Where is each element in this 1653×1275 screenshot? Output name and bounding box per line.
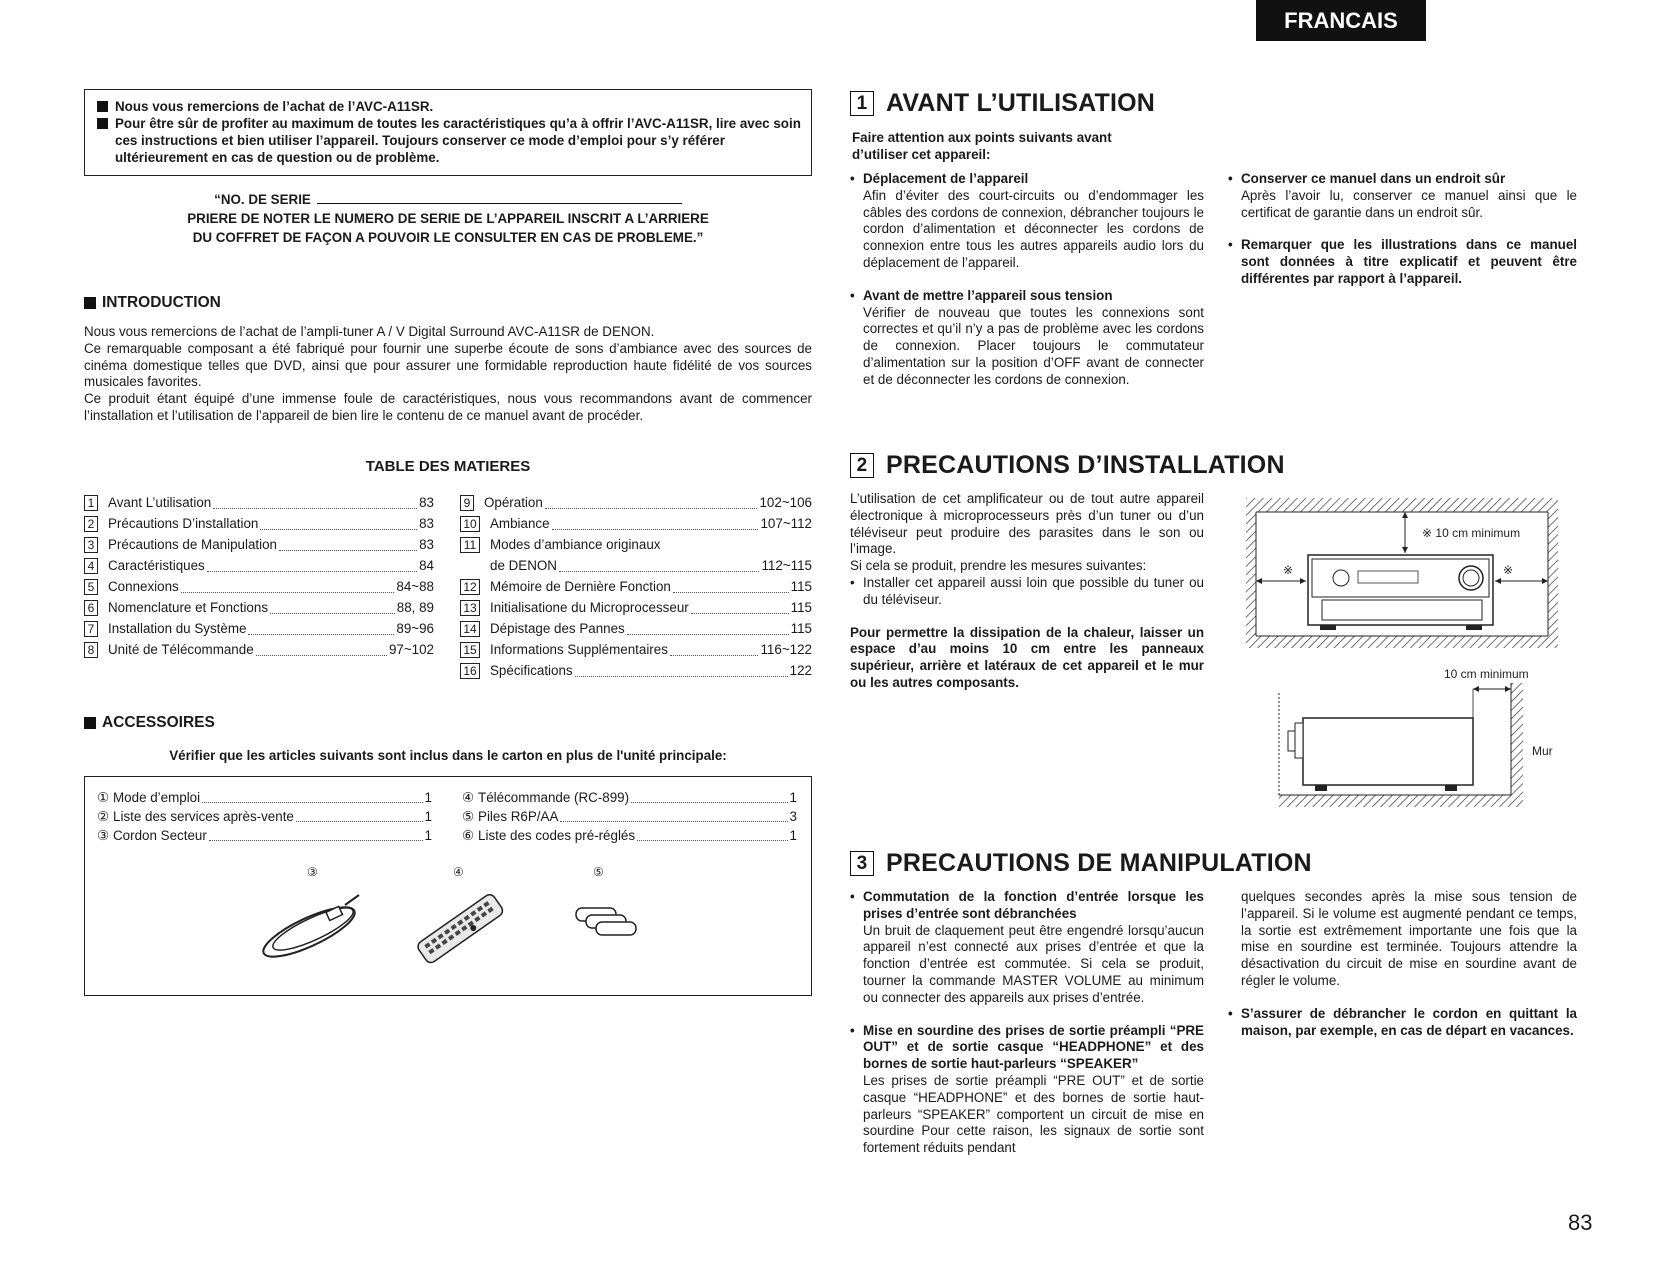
accessory-quantity: 1	[789, 828, 797, 843]
toc-entry-page: 122	[789, 663, 812, 678]
bullet-input-switch: • Commutation de la fonction d’entrée lorsque les prises d’entrée sont débranchées	[850, 889, 1204, 921]
serial-label: “NO. DE SERIE	[214, 192, 311, 207]
toc-entry-number: 14	[460, 621, 480, 637]
section-2-title: PRECAUTIONS D’INSTALLATION	[886, 451, 1285, 479]
section-2-text	[850, 491, 1204, 692]
accessory-entry	[462, 826, 797, 845]
serial-write-line	[317, 190, 682, 204]
toc-entry-page: 112~115	[761, 558, 812, 573]
dot-leader	[673, 591, 789, 593]
bullet-text-continued: quelques secondes après la mise sous tension de l’appareil. Si le volume est augmenté pendant ce temps, la sortie est extrêmement importante une fois que la mise en sourdine est terminée. Toujours attendre la désactivation du circuit de mise en sourdine avant de régler le volume.	[1241, 889, 1577, 988]
toc-entry-page: 83	[419, 495, 434, 510]
section-3-left-column	[850, 889, 1204, 1157]
accessory-label: Télécommande (RC-899)	[478, 790, 630, 805]
toc-entry-page: 88, 89	[396, 600, 434, 615]
serial-number-notice	[84, 190, 812, 247]
accessories-heading	[84, 714, 215, 732]
figure-label-batteries: ⑤	[593, 865, 604, 879]
toc-entry-label: Précautions de Manipulation	[108, 537, 277, 552]
introduction-heading	[84, 294, 221, 312]
toc-entry-page: 115	[790, 600, 812, 615]
bullet-title: Mise en sourdine des prises de sortie préampli “PRE OUT” et de sortie casque “HEADPHONE” et des bornes de sortie haut-parleurs “SPEAKER”	[863, 1022, 1204, 1072]
section-1-heading	[850, 89, 1155, 118]
introduction-heading-text: INTRODUCTION	[102, 294, 221, 311]
toc-entry	[460, 576, 812, 597]
toc-entry-label: Spécifications	[490, 663, 573, 678]
toc-entry-number: 9	[460, 495, 474, 511]
accessories-box	[84, 776, 812, 996]
toc-entry	[84, 513, 434, 534]
accessory-number: ③	[97, 827, 110, 843]
toc-entry-label: Initialisatione du Microprocesseur	[490, 600, 689, 615]
section-1-right-column	[1228, 171, 1577, 288]
toc-entry-number: 11	[460, 537, 480, 553]
bullet-title: S’assurer de débrancher le cordon en quittant la maison, par exemple, en cas de départ en vacances.	[1241, 1005, 1577, 1038]
toc-entry-label: Installation du Système	[108, 621, 247, 636]
toc-entry-label: Caractéristiques	[108, 558, 205, 573]
toc-entry-page: 83	[419, 537, 434, 552]
introduction-p2: Ce remarquable composant a été fabriqué pour fournir une superbe écoute de sons d’ambiance avec des sources de cinéma domestique telles que DVD, ainsi que pour assurer une formidable reproduction haute fidélité de vos sources musicales favorites.	[84, 340, 812, 390]
accessory-entry	[97, 807, 432, 826]
accessory-quantity: 1	[789, 790, 797, 805]
toc-entry-number: 12	[460, 579, 480, 595]
bullet-text: Afin d’éviter des court-circuits ou d’endommager les câbles des cordons de connexion, débrancher toujours le cordon d’alimentation et déconnecter les cordons de connexion entre tous les autres appareils audio lors du déplacement de l’appareil.	[863, 187, 1204, 270]
accessory-label: Mode d’emploi	[113, 790, 201, 805]
figure-label-remote: ④	[453, 865, 464, 879]
bullet-text: Les prises de sortie préampli “PRE OUT” et de sortie casque “HEADPHONE” et des bornes de sortie haut-parleurs “SPEAKER” comportent un circuit de mise en sourdine Pour cette raison, les signaux de sortie sont fortement réduits pendant	[863, 1072, 1204, 1156]
dot-leader	[248, 633, 394, 635]
toc-entry	[84, 555, 434, 576]
toc-right-column	[460, 492, 812, 681]
diagram-right-mark: ※	[1503, 563, 1514, 577]
intro-box	[84, 89, 812, 176]
toc-entry	[460, 618, 812, 639]
bullet-square-icon	[84, 717, 96, 729]
toc-entry-label: Modes d’ambiance originaux	[490, 537, 661, 552]
accessory-label: Liste des services après-vente	[113, 809, 294, 824]
dot-leader	[202, 801, 422, 803]
accessories-heading-text: ACCESSOIRES	[102, 714, 215, 731]
toc-entry	[460, 492, 812, 513]
toc-entry-label: Nomenclature et Fonctions	[108, 600, 269, 615]
power-cord-illustration	[259, 887, 379, 962]
dot-leader	[691, 612, 789, 614]
accessory-label: Cordon Secteur	[113, 828, 207, 843]
accessory-quantity: 1	[424, 790, 432, 805]
section-1-title: AVANT L’UTILISATION	[886, 89, 1156, 117]
diagram-top-clearance-label: ※ 10 cm minimum	[1422, 526, 1521, 540]
toc-entry	[84, 492, 434, 513]
accessory-number: ⑤	[462, 808, 475, 824]
figure-label-power-cord: ③	[307, 865, 318, 879]
language-tab: FRANCAIS	[1256, 0, 1426, 41]
section-3-heading	[850, 849, 1312, 878]
toc-entry-page: 97~102	[388, 642, 434, 657]
dot-leader	[209, 839, 423, 841]
dot-leader	[270, 612, 395, 614]
toc-entry	[460, 660, 812, 681]
dot-leader	[181, 591, 395, 593]
toc-entry-label: Ambiance	[490, 516, 550, 531]
accessory-label: Liste des codes pré-réglés	[478, 828, 636, 843]
bullet-before-power-on: • Avant de mettre l’appareil sous tension	[850, 287, 1113, 303]
bullet-title: Déplacement de l’appareil	[863, 171, 1029, 186]
section-2-p1: L’utilisation de cet amplificateur ou de tout autre appareil électronique à microprocesseurs près d’un tuner ou d’un téléviseur peut produire des parasites dans le son ou l’image.	[850, 491, 1204, 557]
diagram-rear-clearance-label: 10 cm minimum	[1444, 667, 1529, 681]
toc-entry-number: 7	[84, 621, 98, 637]
toc-entry	[84, 618, 434, 639]
serial-line-2: PRIERE DE NOTER LE NUMERO DE SERIE DE L’APPAREIL INSCRIT A L’ARRIERE	[187, 211, 709, 226]
section-number-box: 2	[850, 453, 874, 478]
toc-entry-continued	[460, 555, 812, 576]
batteries-illustration	[570, 902, 645, 947]
toc-entry	[460, 534, 812, 555]
toc-entry-label: Unité de Télécommande	[108, 642, 254, 657]
accessory-entry	[462, 807, 797, 826]
section-2-heading	[850, 451, 1285, 480]
bullet-title: Conserver ce manuel dans un endroit sûr	[1241, 171, 1506, 186]
dot-leader	[545, 507, 758, 509]
toc-left-column	[84, 492, 434, 660]
dot-leader	[256, 654, 387, 656]
accessory-entry	[97, 788, 432, 807]
dot-leader	[637, 839, 787, 841]
dot-leader	[559, 570, 760, 572]
intro-line-1: Nous vous remercions de l’achat de l’AVC-A11SR.	[115, 99, 434, 114]
toc-entry	[84, 639, 434, 660]
dot-leader	[260, 528, 417, 530]
toc-entry-label: Précautions D’installation	[108, 516, 259, 531]
toc-entry-number: 10	[460, 516, 480, 532]
toc-entry-label: Opération	[484, 495, 543, 510]
dot-leader	[207, 570, 417, 572]
accessory-label: Piles R6P/AA	[478, 809, 559, 824]
section-3-right-column	[1228, 889, 1577, 1039]
toc-entry-number: 6	[84, 600, 98, 616]
dot-leader	[670, 654, 759, 656]
accessory-entry	[462, 788, 797, 807]
toc-entry-page: 83	[419, 516, 434, 531]
bullet-illustrations-note: • Remarquer que les illustrations dans ce manuel sont données à titre explicatif et peuvent être différentes par rapport à l’appareil.	[1228, 237, 1577, 286]
section-number-box: 1	[850, 91, 874, 116]
dot-leader	[627, 633, 789, 635]
section-number-box: 3	[850, 851, 874, 876]
introduction-p1: Nous vous remercions de l’achat de l’ampli-tuner A / V Digital Surround AVC-A11SR de DENON.	[84, 324, 655, 339]
dot-leader	[296, 820, 423, 822]
accessory-number: ⑥	[462, 827, 475, 843]
toc-entry-page: 107~112	[760, 516, 812, 531]
section-1-intro: Faire attention aux points suivants avant d’utiliser cet appareil:	[852, 130, 1112, 162]
toc-entry	[84, 576, 434, 597]
toc-entry-number: 2	[84, 516, 98, 532]
accessory-number: ①	[97, 789, 110, 805]
toc-entry-page: 116~122	[760, 642, 812, 657]
dot-leader	[213, 507, 417, 509]
toc-entry-number: 3	[84, 537, 98, 553]
bullet-text: Vérifier de nouveau que toutes les connexions sont correctes et qu’il n’y a pas de problème avec les cordons de connexion. Placer toujours le commutateur d’alimentation sur la position d’OFF avant de connecter et de déconnecter les cordons de connexion.	[863, 304, 1204, 387]
bullet-moving-device: • Déplacement de l’appareil	[850, 171, 1029, 186]
diagram-left-mark: ※	[1283, 563, 1294, 577]
dot-leader	[631, 801, 787, 803]
toc-entry-number: 15	[460, 642, 480, 658]
toc-entry-label: de DENON	[490, 558, 557, 573]
toc-entry-label: Dépistage des Pannes	[490, 621, 625, 636]
remote-control-illustration	[410, 885, 510, 975]
bullet-text: Un bruit de claquement peut être engendré lorsqu’aucun appareil n’est connecté aux prises d’entrée et que la fonction d’entrée est commutée. Si cela se produit, tourner la commande MASTER VOLUME au minimum ou connecter des appareils aux prises d’entrée.	[863, 922, 1204, 1005]
section-3-title: PRECAUTIONS DE MANIPULATION	[886, 849, 1312, 877]
accessory-entry	[97, 826, 432, 845]
toc-entry-page: 89~96	[396, 621, 434, 636]
intro-line-2: Pour être sûr de profiter au maximum de toutes les caractéristiques qu’a à offrir l’AVC-A11SR, lire avec soin ces instructions et bien utiliser l’appareil. Toujours conserver ce mode d’emploi pour s’y référer ultérieurement en cas de question ou de problème.	[115, 116, 801, 165]
accessories-right-list	[462, 788, 797, 845]
toc-entry-page: 84	[419, 558, 434, 573]
bullet-text: Installer cet appareil aussi loin que possible du tuner ou du téléviseur.	[863, 574, 1204, 607]
toc-entry-number: 13	[460, 600, 480, 616]
toc-entry-page: 115	[790, 621, 812, 636]
accessory-quantity: 3	[789, 809, 797, 824]
toc-entry-number: 5	[84, 579, 98, 595]
page-number: 83	[1568, 1210, 1593, 1235]
toc-entry	[84, 534, 434, 555]
toc-entry	[84, 597, 434, 618]
toc-entry-page: 102~106	[759, 495, 812, 510]
serial-line-3: DU COFFRET DE FAÇON A POUVOIR LE CONSULTER EN CAS DE PROBLEME.”	[192, 230, 704, 245]
toc-title: TABLE DES MATIERES	[365, 458, 531, 475]
toc-entry	[460, 639, 812, 660]
bullet-muting: • Mise en sourdine des prises de sortie préampli “PRE OUT” et de sortie casque “HEADPHONE” et des bornes de sortie haut-parleurs “SPEAKER”	[850, 1022, 1204, 1072]
toc-entry-page: 84~88	[396, 579, 434, 594]
dot-leader	[560, 820, 787, 822]
toc-entry-label: Informations Supplémentaires	[490, 642, 668, 657]
introduction-body	[84, 324, 812, 425]
toc-entry-label: Mémoire de Dernière Fonction	[490, 579, 671, 594]
section-1-left-column	[850, 171, 1204, 389]
bullet-title: Remarquer que les illustrations dans ce manuel sont données à titre explicatif et peuvent être différentes par rapport à l’appareil.	[1241, 237, 1577, 286]
section-2-p3: Pour permettre la dissipation de la chaleur, laisser un espace d’au moins 10 cm entre les panneaux supérieur, arrière et latéraux de cet appareil et le mur ou les autres composants.	[850, 624, 1204, 690]
toc-entry-number: 8	[84, 642, 98, 658]
toc-entry-label: Connexions	[108, 579, 179, 594]
toc-entry	[460, 513, 812, 534]
toc-entry-number: 4	[84, 558, 98, 574]
bullet-text: Après l’avoir lu, conserver ce manuel ainsi que le certificat de garantie dans un endroit sûr.	[1241, 187, 1577, 220]
toc-entry-label: Avant L’utilisation	[108, 495, 212, 510]
accessory-quantity: 1	[424, 809, 432, 824]
section-2-p2: Si cela se produit, prendre les mesures suivantes:	[850, 558, 1147, 574]
bullet-unplug: • S’assurer de débrancher le cordon en quittant la maison, par exemple, en cas de départ en vacances.	[1228, 1005, 1577, 1038]
dot-leader	[575, 675, 788, 677]
bullet-square-icon	[97, 118, 108, 129]
bullet-title: Commutation de la fonction d’entrée lorsque les prises d’entrée sont débranchées	[863, 889, 1204, 921]
bullet-square-icon	[84, 297, 96, 309]
accessory-quantity: 1	[424, 828, 432, 843]
toc-entry	[460, 597, 812, 618]
accessory-number: ④	[462, 789, 475, 805]
bullet-title: Avant de mettre l’appareil sous tension	[863, 287, 1113, 303]
accessories-left-list	[97, 788, 432, 845]
installation-side-diagram	[1275, 683, 1535, 808]
toc-entry-page: 115	[790, 579, 812, 594]
dot-leader	[552, 528, 759, 530]
introduction-p3: Ce produit étant équipé d’une immense foule de caractéristiques, nous vous recommandons avant de commencer l’installation et l’utilisation de l’appareil de bien lire le contenu de ce manuel avant de procéder.	[84, 391, 812, 423]
bullet-square-icon	[97, 101, 108, 112]
accessories-subtitle: Vérifier que les articles suivants sont inclus dans le carton en plus de l'unité principale:	[169, 748, 727, 763]
diagram-wall-label: Mur	[1532, 744, 1553, 758]
accessory-number: ②	[97, 808, 110, 824]
toc-entry-number: 16	[460, 663, 480, 679]
dot-leader	[279, 549, 417, 551]
toc-entry-number: 1	[84, 495, 98, 511]
bullet-keep-manual: • Conserver ce manuel dans un endroit sûr	[1228, 171, 1506, 186]
section-2-bullet: • Installer cet appareil aussi loin que possible du tuner ou du téléviseur.	[850, 574, 1204, 607]
